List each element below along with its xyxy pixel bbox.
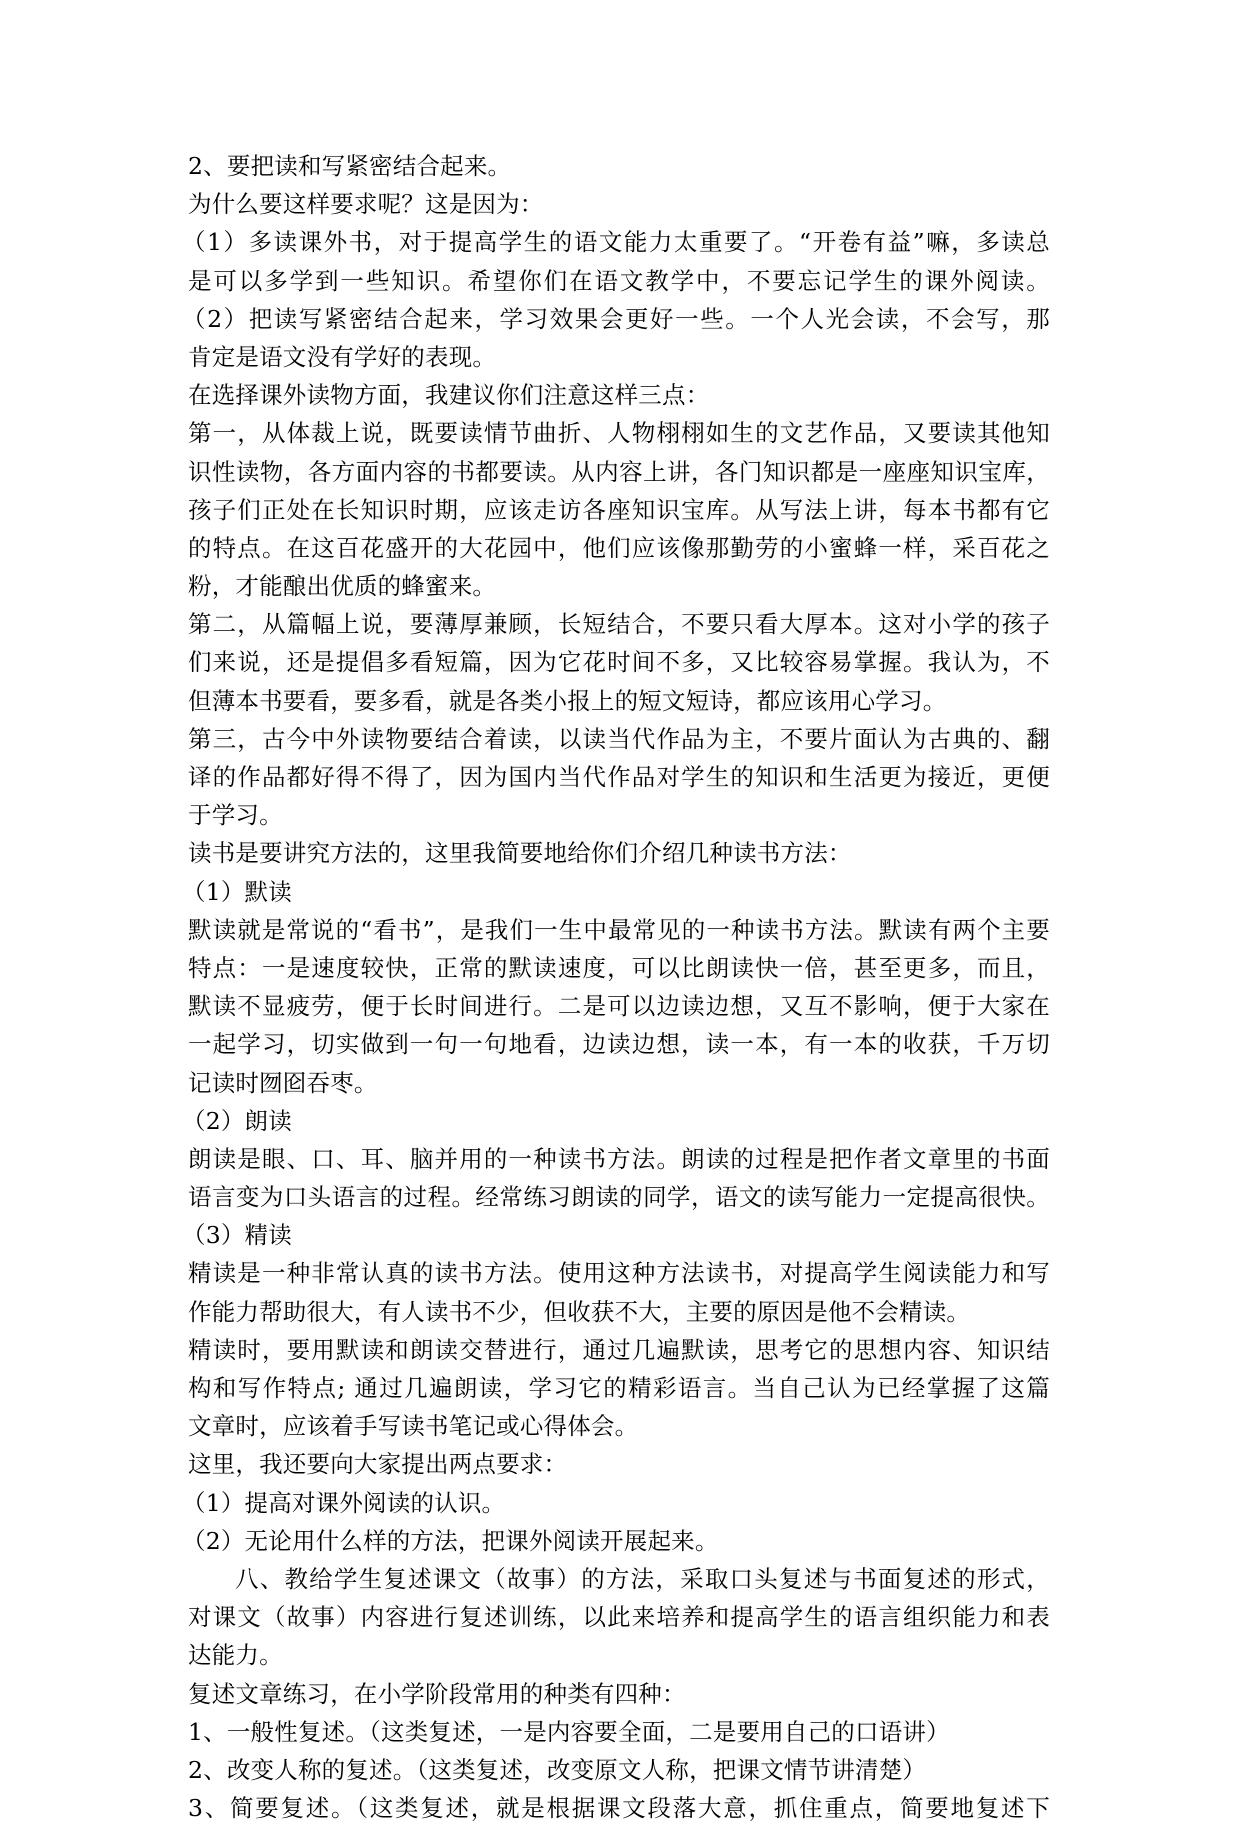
text-line: 第三，古今中外读物要结合着读，以读当代作品为主，不要片面认为古典的、翻 — [188, 724, 1050, 753]
text-line: 达能力。 — [188, 1641, 283, 1670]
text-line: 记读时囫囵吞枣。 — [188, 1068, 378, 1097]
text-line: （1）多读课外书，对于提高学生的语文能力太重要了。“开卷有益”嘛，多读总 — [182, 228, 1050, 257]
text-line: （2）把读写紧密结合起来，学习效果会更好一些。一个人光会读，不会写，那 — [182, 304, 1050, 333]
text-line: 2、要把读和写紧密结合起来。 — [188, 152, 512, 180]
text-line: 默读不显疲劳，便于长时间进行。二是可以边读边想，又互不影响，便于大家在 — [188, 992, 1050, 1021]
text-line: 孩子们正处在长知识时期，应该走访各座知识宝库。从写法上讲，每本书都有它 — [188, 495, 1050, 524]
text-line: 2、改变人称的复述。（这类复述，改变原文人称，把课文情节讲清楚） — [188, 1755, 927, 1784]
text-line: 在选择课外读物方面，我建议你们注意这样三点： — [188, 381, 710, 410]
text-line: 作能力帮助很大，有人读书不少，但收获不大，主要的原因是他不会精读。 — [188, 1297, 971, 1326]
text-line: （3）精读 — [182, 1221, 292, 1250]
text-line: 特点：一是速度较快，正常的默读速度，可以比朗读快一倍，甚至更多，而且， — [188, 953, 1050, 982]
text-line: 但薄本书要看，要多看，就是各类小报上的短文短诗，都应该用心学习。 — [188, 686, 947, 715]
text-line: （1）提高对课外阅读的认识。 — [182, 1488, 506, 1517]
text-line: 文章时，应该着手写读书笔记或心得体会。 — [188, 1412, 639, 1441]
text-line: 语言变为口头语言的过程。经常练习朗读的同学，语文的读写能力一定提高很快。 — [188, 1183, 1050, 1212]
text-line: 读书是要讲究方法的，这里我简要地给你们介绍几种读书方法： — [188, 839, 852, 868]
text-line: 第二，从篇幅上说，要薄厚兼顾，长短结合，不要只看大厚本。这对小学的孩子 — [188, 610, 1050, 639]
text-line: 的特点。在这百花盛开的大花园中，他们应该像那勤劳的小蜜蜂一样，采百花之 — [188, 533, 1050, 562]
text-line: 粉，才能酿出优质的蜂蜜来。 — [188, 572, 497, 601]
text-line: 肯定是语文没有学好的表现。 — [188, 342, 497, 371]
text-line: 朗读是眼、口、耳、脑并用的一种读书方法。朗读的过程是把作者文章里的书面 — [188, 1144, 1050, 1173]
text-line: （2）无论用什么样的方法，把课外阅读开展起来。 — [182, 1526, 719, 1555]
text-line: 1、一般性复述。（这类复述，一是内容要全面，二是要用自己的口语讲） — [188, 1717, 950, 1746]
text-line: 们来说，还是提倡多看短篇，因为它花时间不多，又比较容易掌握。我认为，不 — [188, 648, 1050, 677]
text-line: 为什么要这样要求呢？这是因为： — [188, 190, 544, 219]
text-line: 这里，我还要向大家提出两点要求： — [188, 1450, 568, 1479]
text-line: 一起学习，切实做到一句一句地看，边读边想，读一本，有一本的收获，千万切 — [188, 1030, 1050, 1059]
text-line: （2）朗读 — [182, 1106, 292, 1135]
document-page — [182, 147, 1050, 1827]
text-line: 译的作品都好得不得了，因为国内当代作品对学生的知识和生活更为接近，更便 — [188, 763, 1050, 791]
text-line: 复述文章练习，在小学阶段常用的种类有四种： — [188, 1679, 686, 1708]
text-line: 默读就是常说的“看书”，是我们一生中最常见的一种读书方法。默读有两个主要 — [188, 915, 1050, 944]
text-line: 第一，从体裁上说，既要读情节曲折、人物栩栩如生的文艺作品，又要读其他知 — [188, 419, 1050, 448]
text-line: 对课文（故事）内容进行复述训练，以此来培养和提高学生的语言组织能力和表 — [188, 1603, 1050, 1632]
text-line: 精读是一种非常认真的读书方法。使用这种方法读书，对提高学生阅读能力和写 — [188, 1259, 1050, 1288]
text-line: （1）默读 — [182, 877, 292, 906]
text-line: 于学习。 — [188, 801, 283, 830]
text-line: 是可以多学到一些知识。希望你们在语文教学中，不要忘记学生的课外阅读。 — [188, 266, 1050, 295]
text-line: 精读时，要用默读和朗读交替进行，通过几遍默读，思考它的思想内容、知识结 — [188, 1335, 1050, 1364]
text-line: 3、简要复述。（这类复述，就是根据课文段落大意，抓住重点，简要地复述下 — [188, 1794, 1050, 1823]
text-line: 识性读物，各方面内容的书都要读。从内容上讲，各门知识都是一座座知识宝库， — [188, 457, 1050, 486]
text-line: 八、教给学生复述课文（故事）的方法，采取口头复述与书面复述的形式， — [235, 1564, 1050, 1593]
text-line: 构和写作特点; 通过几遍朗读，学习它的精彩语言。当自己认为已经掌握了这篇 — [188, 1374, 1050, 1402]
